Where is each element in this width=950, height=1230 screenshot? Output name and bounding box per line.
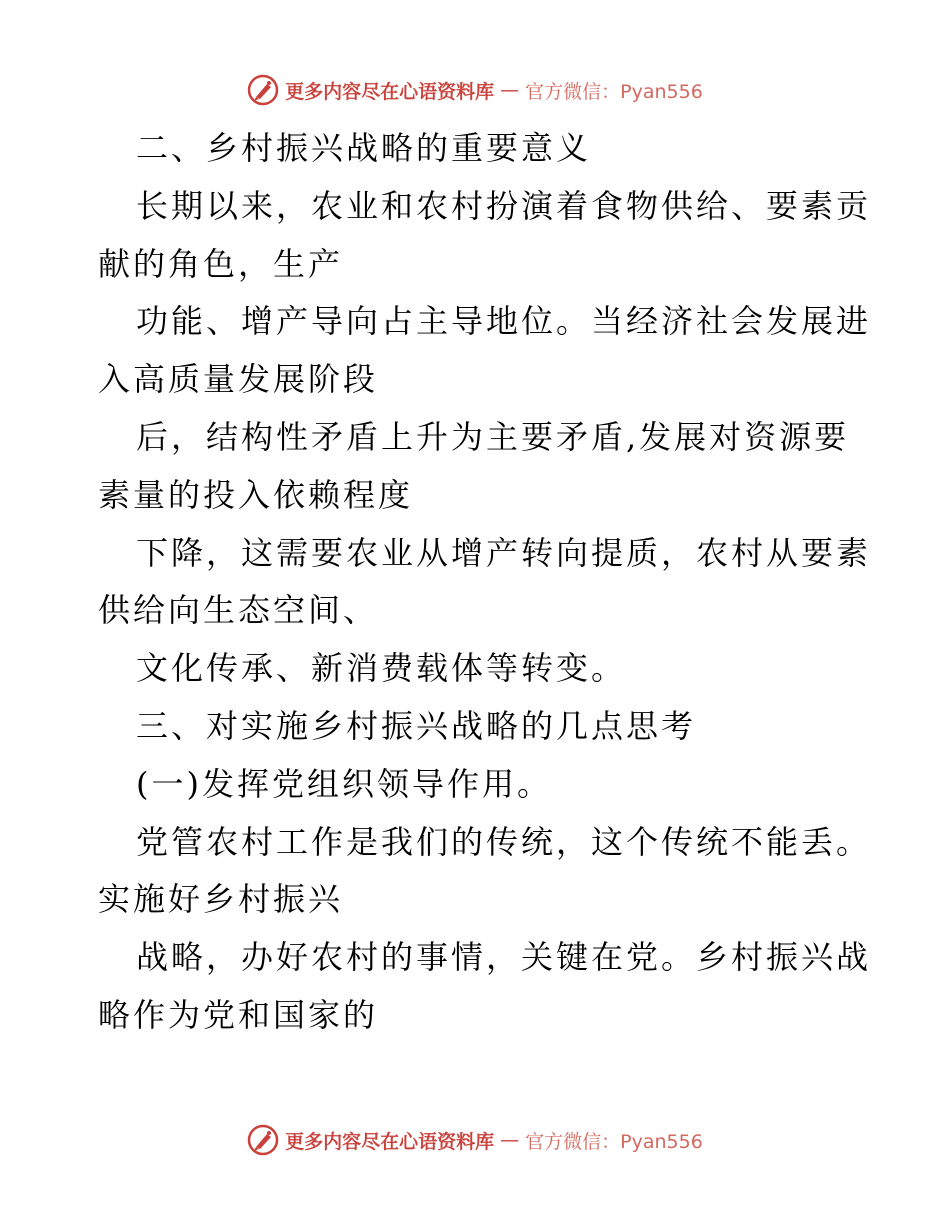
watermark-wechat-text: 官方微信：Pyan556 [525,80,703,103]
paragraph-line: 党管农村工作是我们的传统，这个传统不能丢。 [136,822,872,861]
paragraph-line: 功能、增产导向占主导地位。当经济社会发展进 [136,302,872,341]
pen-logo-icon [247,1124,279,1156]
paragraph-line: 战略，办好农村的事情，关键在党。乡村振兴战 [136,938,872,977]
paragraph-line: 后，结构性矛盾上升为主要矛盾,发展对资源要 [136,417,850,456]
section-heading-3: 三、对实施乡村振兴战略的几点思考 [136,706,697,745]
header-watermark [0,70,950,110]
paragraph-line: 献的角色，生产 [98,244,344,283]
watermark-wechat-text: 官方微信：Pyan556 [525,1130,703,1153]
paragraph-line: 下降，这需要农业从增产转向提质，农村从要素 [136,533,872,572]
subsection-heading-1: (一)发挥党组织领导作用。 [136,764,552,803]
paragraph-line: 入高质量发展阶段 [98,360,379,399]
paragraph-line: 素量的投入依赖程度 [98,475,414,514]
footer-watermark [0,1120,950,1160]
watermark-site-text: 更多内容尽在心语资料库 [285,80,495,103]
paragraph-line: 供给向生态空间、 [98,591,379,630]
watermark-separator: — [500,79,520,101]
pen-logo-icon [247,74,279,106]
watermark-site-text: 更多内容尽在心语资料库 [285,1130,495,1153]
paragraph-line: 文化传承、新消费载体等转变。 [136,649,627,688]
paragraph-line: 长期以来，农业和农村扮演着食物供给、要素贡 [136,186,872,225]
document-body [98,120,872,1045]
paragraph-line: 实施好乡村振兴 [98,880,344,919]
watermark-separator: — [500,1129,520,1151]
paragraph-line: 略作为党和国家的 [98,995,379,1034]
section-heading-2: 二、乡村振兴战略的重要意义 [136,129,592,167]
